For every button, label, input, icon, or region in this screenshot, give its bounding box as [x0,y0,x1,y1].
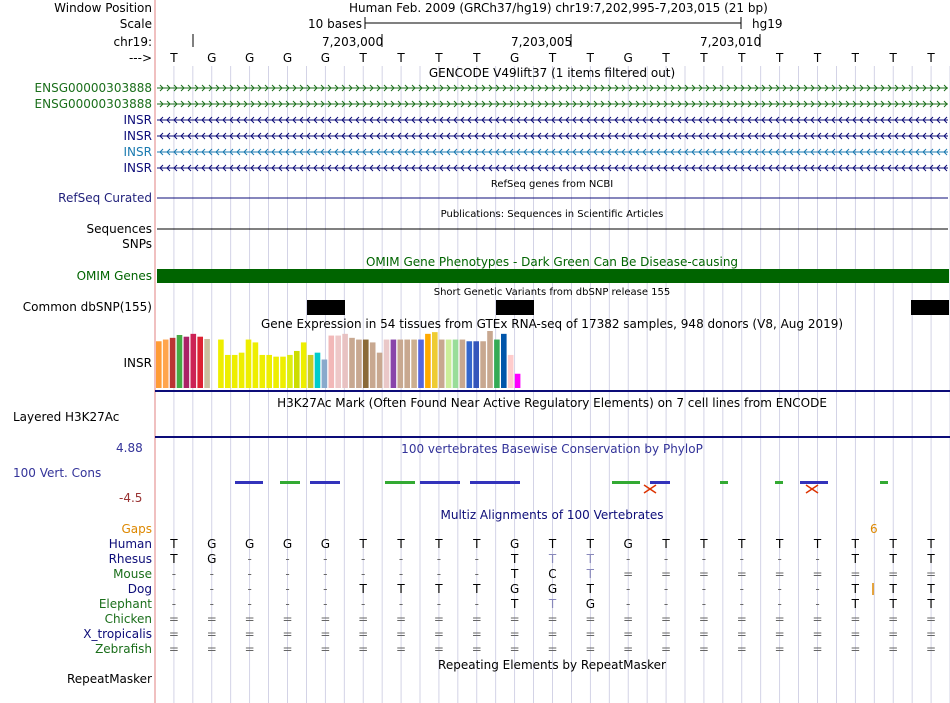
alignment-base: = [623,642,634,656]
alignment-base: = [244,642,255,656]
species-label[interactable]: Dog [127,582,152,596]
alignment-base: T [435,537,443,551]
gtex-tissue-bar[interactable] [294,351,300,388]
alignment-base: = [623,567,634,581]
alignment-base: - [739,582,744,596]
phylop-min: -4.5 [119,491,143,505]
reference-base: T [927,51,935,65]
alignment-base: = [509,642,520,656]
alignment-base: = [396,642,407,656]
tick-label: 7,203,000 [322,35,384,49]
alignment-base: - [285,567,290,581]
alignment-base: = [812,642,823,656]
dbsnp-label[interactable]: Common dbSNP(155) [22,300,152,314]
gtex-tissue-bar[interactable] [170,338,176,388]
alignment-base: T [927,552,935,566]
alignment-base: - [777,582,782,596]
alignment-base: T [586,567,595,581]
species-label[interactable]: Zebrafish [95,642,152,656]
alignment-base: - [323,567,328,581]
gtex-title: Gene Expression in 54 tissues from GTEx RNA-seq of 17382 samples, 948 donors (V8, Aug 2019) [260,317,844,331]
alignment-base: = [736,642,747,656]
alignment-base: T [851,537,860,551]
gtex-tissue-bar[interactable] [163,340,169,388]
alignment-base: G [547,582,558,596]
gtex-tissue-bar[interactable] [439,340,445,388]
alignment-base: = [812,627,823,641]
gtex-tissue-bar[interactable] [356,340,362,388]
alignment-base: = [926,612,937,626]
gtex-tissue-bar[interactable] [515,374,521,388]
alignment-base: - [361,597,366,611]
gtex-tissue-bar[interactable] [184,337,190,388]
gtex-tissue-bar[interactable] [425,334,431,388]
gtex-tissue-bar[interactable] [418,340,424,388]
phylop-title: 100 vertebrates Basewise Conservation by PhyloP [401,442,703,456]
alignment-base: = [471,627,482,641]
gtex-tissue-bar[interactable] [197,337,203,388]
phylop-label[interactable]: 100 Vert. Cons [13,466,102,480]
alignment-base: - [474,597,479,611]
gtex-tissue-bar[interactable] [501,334,507,388]
alignment-base: = [888,642,899,656]
gtex-tissue-bar[interactable] [156,341,162,388]
snps-label[interactable]: SNPs [122,237,152,251]
alignment-base: T [586,582,595,596]
alignment-base: T [473,582,481,596]
window-position-label: Window Position [54,1,152,15]
alignment-base: - [663,552,669,566]
reference-base: G [320,51,330,65]
reference-base: T [813,51,822,65]
alignment-base: T [548,552,557,566]
alignment-base: = [736,627,747,641]
gtex-tissue-bar[interactable] [460,340,466,388]
reference-base: T [738,51,746,65]
alignment-base: = [812,612,823,626]
gtex-tissue-bar[interactable] [384,340,390,388]
alignment-base: - [247,597,252,611]
alignment-base: = [433,612,444,626]
gtex-tissue-bar[interactable] [342,334,348,388]
alignment-base: - [626,597,631,611]
alignment-base: = [850,612,861,626]
alignment-base: - [285,597,290,611]
alignment-base: T [775,537,784,551]
h3k27ac-title: H3K27Ac Mark (Often Found Near Active Regulatory Elements) on 7 cell lines from ENCODE [277,396,827,410]
alignment-base: = [244,612,255,626]
gtex-tissue-bar[interactable] [280,357,286,388]
species-label[interactable]: Human [108,537,152,551]
gtex-tissue-bar[interactable] [370,342,376,388]
alignment-base: T [548,537,557,551]
gtex-tissue-bar[interactable] [508,355,514,388]
alignment-base: = [736,612,747,626]
alignment-base: = [471,612,482,626]
alignment-base: - [209,582,214,596]
reference-base: T [775,51,784,65]
gtex-tissue-bar[interactable] [177,335,183,388]
gtex-tissue-bar[interactable] [494,340,500,388]
scale-label: Scale [119,17,152,31]
alignment-base: - [474,552,479,566]
alignment-base: T [851,597,860,611]
phylop-signal [235,481,888,493]
reference-base: T [586,51,595,65]
alignment-base: C [548,567,557,581]
gtex-tissue-bar[interactable] [260,355,266,388]
alignment-base: = [623,627,634,641]
gtex-tissue-bar[interactable] [432,332,438,388]
alignment-base: = [698,612,709,626]
alignment-base: T [548,597,557,611]
alignment-base: T [397,537,405,551]
reference-base: T [700,51,708,65]
alignment-base: - [474,567,479,581]
alignment-base: = [774,642,785,656]
alignment-base: = [850,642,861,656]
reference-base: G [509,51,520,65]
reference-base: T [397,51,405,65]
reference-base: T [889,51,897,65]
alignment-base: = [471,642,482,656]
alignment-base: = [661,567,672,581]
gencode-title: GENCODE V49lift37 (1 items filtered out) [428,66,676,80]
alignment-base: = [661,612,672,626]
alignment-base: T [927,582,935,596]
gtex-tissue-bar[interactable] [315,353,321,388]
alignment-base: G [509,537,520,551]
dbsnp-variant[interactable] [911,300,949,315]
gtex-tissue-bar[interactable] [467,341,473,388]
alignment-base: G [207,552,217,566]
alignment-base: - [323,582,328,596]
alignment-base: = [774,627,785,641]
species-label[interactable]: Elephant [98,597,152,611]
alignment-base: T [397,582,405,596]
alignment-base: = [888,567,899,581]
gencode-item-label[interactable]: INSR [123,145,152,159]
alignment-base: T [738,537,746,551]
alignment-base: T [170,552,178,566]
omim-feature[interactable] [157,269,949,283]
reference-base: G [623,51,633,65]
alignment-base: = [774,567,785,581]
alignment-base: T [851,582,860,596]
alignment-base: G [623,537,633,551]
alignment-base: = [623,612,634,626]
gtex-tissue-bar[interactable] [322,360,328,389]
alignment-base: = [358,627,369,641]
refseq-label[interactable]: RefSeq Curated [58,191,152,205]
repeatmasker-title: Repeating Elements by RepeatMasker [438,658,666,672]
reference-base: T [662,51,670,65]
phylop-max: 4.88 [116,441,143,455]
alignment-base: - [247,552,252,566]
tick-label: 7,203,010 [700,35,762,49]
alignment-base: T [359,537,367,551]
alignment-base: - [436,597,442,611]
omim-title: OMIM Gene Phenotypes - Dark Green Can Be Disease-causing [365,255,739,269]
gtex-tissue-bar[interactable] [487,331,493,388]
gtex-tissue-bar[interactable] [363,340,369,388]
reference-base: G [207,51,217,65]
alignment-base: - [285,582,290,596]
alignment-base: - [323,552,328,566]
gtex-tissue-bar[interactable] [253,342,259,388]
gtex-tissue-bar[interactable] [287,355,293,388]
alignment-base: T [927,537,935,551]
alignment-base: - [701,597,707,611]
alignment-base: T [510,552,519,566]
alignment-base: = [320,612,331,626]
alignment-base: - [171,597,177,611]
strand-label: ---> [128,51,152,65]
alignment-base: - [815,552,820,566]
species-label[interactable]: Rhesus [108,552,152,566]
gtex-tissue-bar[interactable] [225,355,231,388]
alignment-base: = [585,627,596,641]
alignment-base: - [739,597,744,611]
alignment-base: - [777,552,782,566]
publications-title: Publications: Sequences in Scientific Articles [440,209,664,220]
gtex-tissue-bar[interactable] [398,340,404,388]
gtex-tissue-bar[interactable] [246,340,252,388]
alignment-base: = [396,612,407,626]
species-label[interactable]: Mouse [113,567,152,581]
alignment-base: - [247,582,252,596]
alignment-base: - [285,552,290,566]
alignment-base: - [398,597,404,611]
alignment-base: = [168,642,179,656]
gtex-tissue-bar[interactable] [404,340,410,388]
gtex-tissue-bar[interactable] [308,355,314,388]
alignment-base: - [626,552,631,566]
alignment-base: = [358,612,369,626]
alignment-base: = [168,627,179,641]
gtex-tissue-bar[interactable] [266,355,272,388]
alignment-base: = [926,642,937,656]
alignment-base: = [698,642,709,656]
gtex-tissue-bar[interactable] [301,342,307,388]
dbsnp-variant[interactable] [496,300,534,315]
gtex-tissue-bar[interactable] [204,339,210,388]
alignment-base: = [358,642,369,656]
h3k27ac-label[interactable]: Layered H3K27Ac [13,410,120,424]
reference-base: T [170,51,178,65]
alignment-base: = [244,627,255,641]
gtex-tissue-bar[interactable] [446,340,452,388]
alignment-base: T [586,552,595,566]
alignment-base: = [926,627,937,641]
alignment-base: = [396,627,407,641]
alignment-base: = [320,627,331,641]
alignment-base: T [662,537,670,551]
species-label[interactable]: X_tropicalis [83,627,152,641]
alignment-base: = [509,612,520,626]
gtex-tissue-bar[interactable] [480,341,486,388]
alignment-base: T [889,582,897,596]
alignment-base: - [361,567,366,581]
alignment-base: - [171,567,177,581]
alignment-base: = [774,612,785,626]
alignment-base: = [888,627,899,641]
alignment-base: T [473,537,481,551]
gaps-label: Gaps [121,522,152,536]
alignment-base: T [813,537,822,551]
dbsnp-variant[interactable] [307,300,345,315]
alignment-base: = [547,627,558,641]
alignment-base: T [435,582,443,596]
alignment-base: T [889,552,897,566]
sequences-label[interactable]: Sequences [86,222,152,236]
alignment-base: = [888,612,899,626]
alignment-base: = [282,642,293,656]
alignment-base: T [510,567,519,581]
alignment-base: = [926,567,937,581]
alignment-base: T [170,537,178,551]
gtex-bars [156,331,520,388]
gencode-item-label[interactable]: ENSG00000303888 [34,81,152,95]
alignment-base: - [701,582,707,596]
gtex-tissue-bar[interactable] [218,340,224,388]
reference-base: T [359,51,367,65]
alignment-base: = [433,642,444,656]
alignment-base: - [815,582,820,596]
alignment-base: = [585,612,596,626]
alignment-base: = [661,642,672,656]
alignment-base: = [320,642,331,656]
gtex-tissue-bar[interactable] [232,355,238,388]
alignment-base: = [206,612,217,626]
alignment-base: G [207,537,217,551]
alignment-base: T [889,537,897,551]
dbsnp-title: Short Genetic Variants from dbSNP release 155 [433,287,671,298]
assembly-label: hg19 [752,17,783,31]
gtex-tissue-bar[interactable] [273,357,279,388]
alignment-base: T [851,552,860,566]
omim-label[interactable]: OMIM Genes [76,269,152,283]
alignment-base: = [547,612,558,626]
alignment-base: - [739,552,744,566]
alignment-base: - [209,567,214,581]
alignment-base: - [663,597,669,611]
alignment-base: = [282,612,293,626]
refseq-title: RefSeq genes from NCBI [490,179,614,190]
alignment-base: - [323,597,328,611]
multiz-title: Multiz Alignments of 100 Vertebrates [440,508,664,522]
species-label[interactable]: Chicken [104,612,152,626]
alignment-base: = [206,642,217,656]
reference-base: T [473,51,481,65]
alignment-base: = [206,627,217,641]
reference-base: T [435,51,443,65]
alignment-base: G [282,537,293,551]
alignment-base: = [282,627,293,641]
reference-base: T [548,51,557,65]
alignment-base: - [398,552,404,566]
gtex-tissue-bar[interactable] [391,340,397,388]
gtex-tissue-bar[interactable] [349,338,355,388]
alignment-base: T [927,597,935,611]
alignment-base: T [359,582,367,596]
alignment-base: = [850,567,861,581]
alignment-base: G [509,582,520,596]
alignment-base: T [889,597,897,611]
gtex-label[interactable]: INSR [123,356,152,370]
tick-label: 7,203,005 [511,35,573,49]
gtex-tissue-bar[interactable] [191,334,197,388]
alignment-base: = [509,627,520,641]
alignment-base: - [436,567,442,581]
window-position-value: Human Feb. 2009 (GRCh37/hg19) chr19:7,202,995-7,203,015 (21 bp) [349,1,768,15]
gencode-item-label[interactable]: INSR [123,161,152,175]
reference-base: G [244,51,255,65]
gtex-tissue-bar[interactable] [453,340,459,388]
alignment-base: G [244,537,255,551]
gtex-tissue-bar[interactable] [377,353,383,388]
alignment-base: - [701,552,707,566]
alignment-base: = [433,627,444,641]
gtex-tissue-bar[interactable] [239,353,245,388]
chrom-label: chr19: [113,35,152,49]
gaps-value: 6 [870,522,878,536]
alignment-base: = [698,627,709,641]
alignment-base: = [736,567,747,581]
gencode-item-feature[interactable] [157,101,948,107]
reference-base: T [851,51,860,65]
repeatmasker-label[interactable]: RepeatMasker [66,672,152,686]
gtex-tissue-bar[interactable] [473,341,479,388]
alignment-base: G [585,597,595,611]
gencode-item-feature[interactable] [157,85,948,91]
alignment-base: - [247,567,252,581]
gencode-item-label[interactable]: ENSG00000303888 [34,97,152,111]
alignment-base: T [586,537,595,551]
gencode-item-label[interactable]: INSR [123,129,152,143]
alignment-base: = [168,612,179,626]
gtex-tissue-bar[interactable] [411,340,417,388]
alignment-base: = [661,627,672,641]
alignment-base: - [626,582,631,596]
alignment-base: - [209,597,214,611]
alignment-base: - [436,552,442,566]
alignment-base: - [171,582,177,596]
alignment-base: - [398,567,404,581]
alignment-base: = [850,627,861,641]
gtex-tissue-bar[interactable] [335,336,341,388]
alignment-base: - [815,597,820,611]
alignment-base: G [320,537,330,551]
alignment-base: = [812,567,823,581]
alignment-base: = [698,567,709,581]
gencode-item-label[interactable]: INSR [123,113,152,127]
alignment-base: - [663,582,669,596]
reference-base: G [282,51,293,65]
alignment-base: - [361,552,366,566]
alignment-base: = [547,642,558,656]
scale-text: 10 bases [308,17,362,31]
gtex-tissue-bar[interactable] [329,336,335,388]
alignment-base: T [700,537,708,551]
alignment-base: = [585,642,596,656]
alignment-base: - [777,597,782,611]
alignment-base: T [510,597,519,611]
